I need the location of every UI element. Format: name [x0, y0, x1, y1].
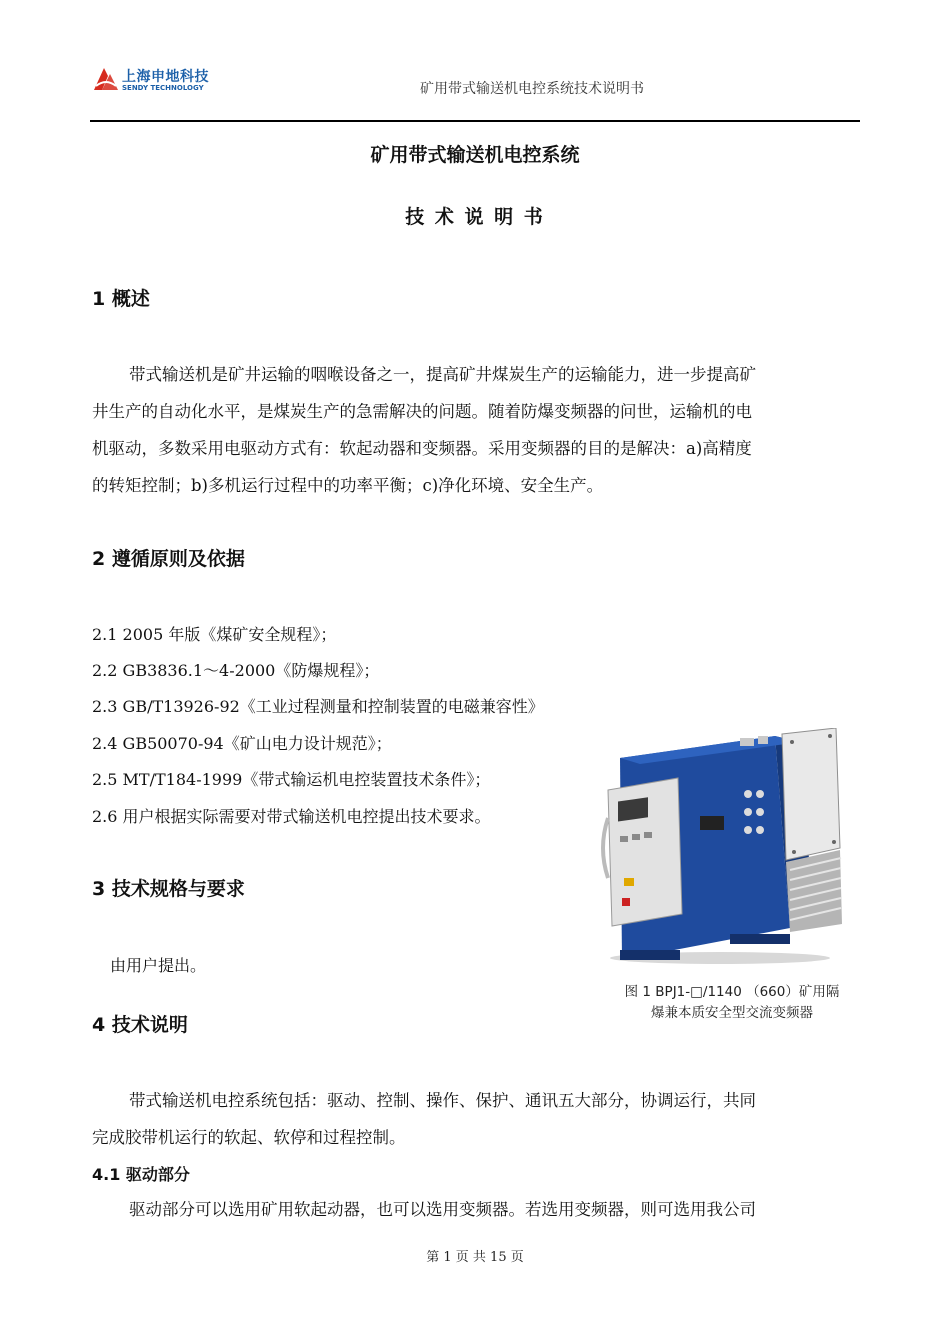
paragraph-line: 的转矩控制；b)多机运行过程中的功率平衡；c)净化环境、安全生产。	[92, 476, 604, 495]
company-logo	[90, 62, 220, 100]
section-4-paragraph	[92, 1082, 860, 1156]
section-3-text: 由用户提出。	[110, 956, 207, 975]
section-2-heading: 2 遵循原则及依据	[92, 548, 245, 570]
figure-caption-line: 图 1 BPJ1-□/1140 （660）矿用隔	[624, 984, 840, 1000]
section-4-heading: 4 技术说明	[92, 1014, 188, 1036]
paragraph-line: 井生产的自动化水平，是煤炭生产的急需解决的问题。随着防爆变频器的问世，运输机的电	[92, 402, 752, 421]
inverter-cabinet-image	[600, 728, 858, 966]
reference-item: 2.2 GB3836.1～4-2000《防爆规程》；	[92, 661, 380, 680]
figure-caption-line: 爆兼本质安全型交流变频器	[651, 1005, 813, 1021]
subsection-4-1-heading: 4.1 驱动部分	[92, 1165, 190, 1184]
reference-item: 2.1 2005 年版《煤矿安全规程》；	[92, 625, 337, 644]
subsection-4-1-text	[92, 1191, 860, 1228]
paragraph-line: 完成胶带机运行的软起、软停和过程控制。	[92, 1128, 406, 1147]
paragraph-line: 机驱动，多数采用电驱动方式有：软起动器和变频器。采用变频器的目的是解决：a)高精度	[92, 439, 752, 458]
section-1-paragraph	[92, 356, 860, 504]
paragraph-line: 带式输送机是矿井运输的咽喉设备之一，提高矿井煤炭生产的运输能力，进一步提高矿	[129, 365, 756, 384]
paragraph-line: 驱动部分可以选用矿用软起动器，也可以选用变频器。若选用变频器，则可选用我公司	[129, 1200, 756, 1219]
page-number: 第 1 页 共 15 页	[426, 1250, 524, 1265]
reference-item: 2.3 GB/T13926-92《工业过程测量和控制装置的电磁兼容性》	[92, 697, 544, 716]
reference-item: 2.4 GB50070-94《矿山电力设计规范》；	[92, 734, 392, 753]
document-title: 矿用带式输送机电控系统	[370, 144, 580, 166]
paragraph-line: 带式输送机电控系统包括：驱动、控制、操作、保护、通讯五大部分，协调运行，共同	[129, 1091, 756, 1110]
figure-caption	[606, 982, 858, 1024]
logo-chinese-name: 上海申地科技	[122, 69, 209, 85]
header-divider	[90, 120, 860, 122]
reference-item: 2.5 MT/T184-1999《带式输运机电控装置技术条件》；	[92, 770, 491, 789]
running-header-title: 矿用带式输送机电控系统技术说明书	[420, 81, 644, 97]
section-1-heading: 1 概述	[92, 288, 150, 310]
reference-item: 2.6 用户根据实际需要对带式输送机电控提出技术要求。	[92, 807, 491, 826]
logo-mark-icon	[90, 64, 120, 94]
document-subtitle: 技 术 说 明 书	[405, 206, 545, 228]
section-3-heading: 3 技术规格与要求	[92, 878, 245, 900]
logo-english-name: SENDY TECHNOLOGY	[122, 84, 204, 92]
